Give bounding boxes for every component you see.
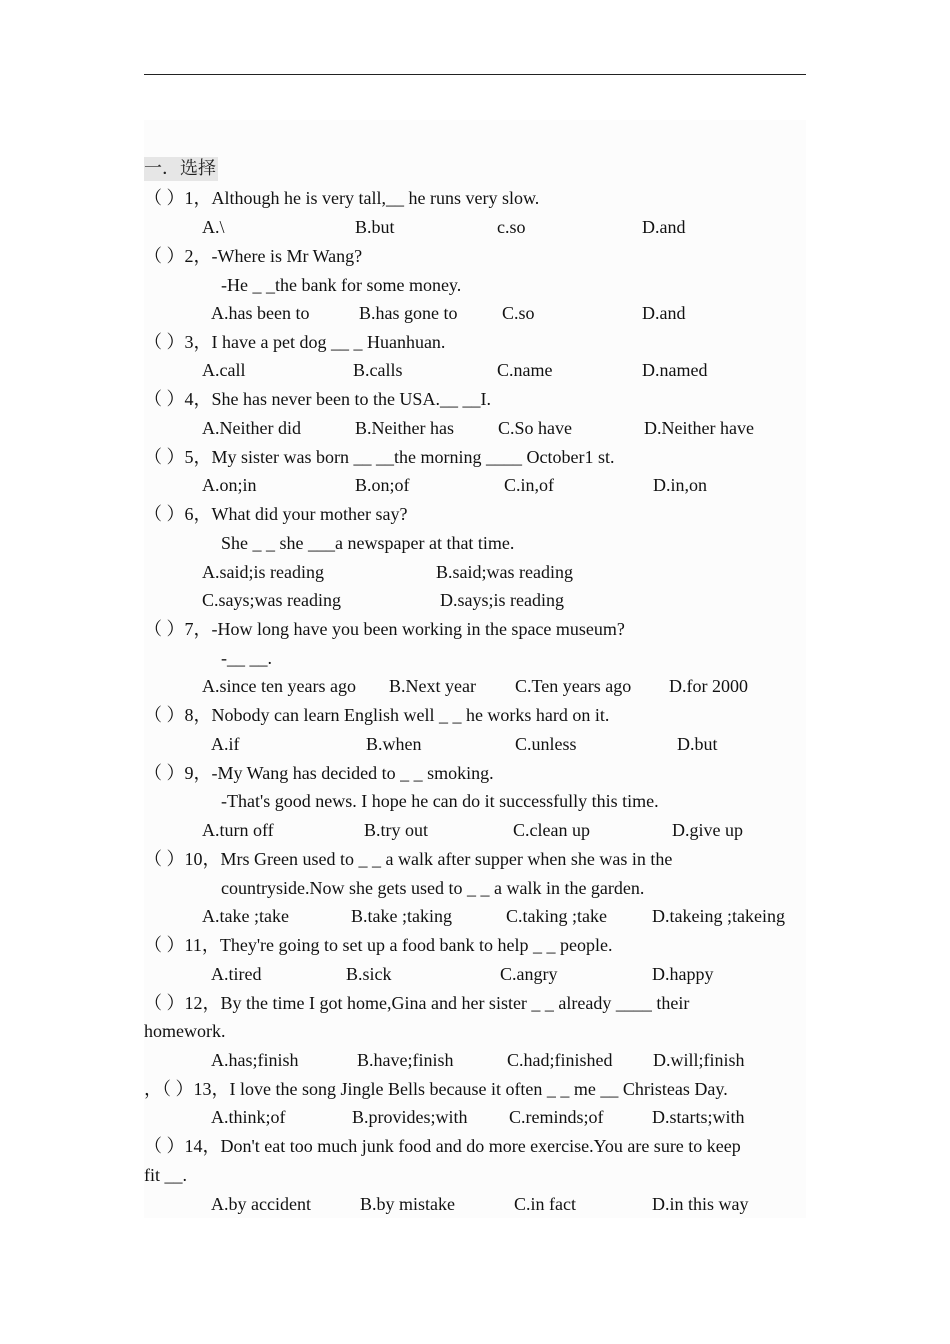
q13-option-a: A.think;of (211, 1107, 286, 1127)
question-3-stem: （ ）3，I have a pet dog __ _ Huanhuan. (144, 332, 446, 352)
q9-option-c: C.clean up (513, 820, 590, 840)
question-4-stem: （ ）4，She has never been to the USA.__ __I. (144, 389, 491, 409)
q13-option-d: D.starts;with (652, 1107, 745, 1127)
q2-option-a: A.has been to (211, 303, 310, 323)
q9-option-b: B.try out (364, 820, 429, 840)
q4-option-c: C.So have (498, 418, 572, 438)
question-12-stem: （ ）12，By the time I got home,Gina and her sister _ _ already ____ their (144, 993, 690, 1013)
q10-option-d: D.takeing ;takeing (652, 906, 785, 926)
q1-option-a: A.\ (202, 217, 225, 237)
q10-option-b: B.take ;taking (351, 906, 452, 926)
q5-option-d: D.in,on (653, 475, 707, 495)
q8-option-b: B.when (366, 734, 422, 754)
q1-option-d: D.and (642, 217, 686, 237)
question-14-stem-line2: fit __. (144, 1165, 187, 1185)
q11-option-a: A.tired (211, 964, 262, 984)
q7-option-d: D.for 2000 (669, 676, 748, 696)
q8-option-c: C.unless (515, 734, 577, 754)
question-13-stem: ，（ ）13，I love the song Jingle Bells because it often _ _ me __ Christeas Day. (144, 1079, 728, 1099)
q2-option-c: C.so (502, 303, 535, 323)
q5-option-b: B.on;of (355, 475, 410, 495)
q3-option-c: C.name (497, 360, 553, 380)
q7-option-c: C.Ten years ago (515, 676, 632, 696)
q14-option-b: B.by mistake (360, 1194, 455, 1214)
q4-option-b: B.Neither has (355, 418, 454, 438)
question-2-stem: （ ）2，-Where is Mr Wang? (144, 246, 363, 266)
q14-option-d: D.in this way (652, 1194, 749, 1214)
question-14-stem: （ ）14，Don't eat too much junk food and do more exercise.You are sure to keep (144, 1136, 741, 1156)
q2-option-b: B.has gone to (359, 303, 458, 323)
q9-option-a: A.turn off (202, 820, 274, 840)
q1-option-c: c.so (497, 217, 526, 237)
q14-option-a: A.by accident (211, 1194, 311, 1214)
q11-option-d: D.happy (652, 964, 714, 984)
section-title: 一．选择 (144, 158, 216, 179)
q3-option-b: B.calls (353, 360, 403, 380)
q7-option-a: A.since ten years ago (202, 676, 356, 696)
q10-option-a: A.take ;take (202, 906, 289, 926)
q13-option-c: C.reminds;of (509, 1107, 604, 1127)
q14-option-c: C.in fact (514, 1194, 576, 1214)
q3-option-a: A.call (202, 360, 246, 380)
q7-option-b: B.Next year (389, 676, 476, 696)
q12-option-b: B.have;finish (357, 1050, 454, 1070)
q8-option-d: D.but (677, 734, 718, 754)
q9-option-d: D.give up (672, 820, 743, 840)
q4-option-a: A.Neither did (202, 418, 301, 438)
question-11-stem: （ ）11，They're going to set up a food bank to help _ _ people. (144, 935, 613, 955)
question-9-stem: （ ）9，-My Wang has decided to _ _ smoking. (144, 763, 494, 783)
q3-option-d: D.named (642, 360, 708, 380)
header-rule (144, 74, 806, 75)
question-12-stem-line2: homework. (144, 1021, 226, 1041)
q6-option-d: D.says;is reading (440, 590, 564, 610)
q5-option-c: C.in,of (504, 475, 555, 495)
q11-option-c: C.angry (500, 964, 558, 984)
q1-option-b: B.but (355, 217, 395, 237)
q2-option-d: D.and (642, 303, 686, 323)
question-1-stem: （ ）1，Although he is very tall,__ he runs very slow. (144, 188, 540, 208)
question-10-stem: （ ）10，Mrs Green used to _ _ a walk after supper when she was in the (144, 849, 673, 869)
question-9-stem-line2: -That's good news. I hope he can do it successfully this time. (221, 791, 659, 811)
q10-option-c: C.taking ;take (506, 906, 607, 926)
question-7-stem: （ ）7，-How long have you been working in the space museum? (144, 619, 625, 639)
q12-option-a: A.has;finish (211, 1050, 299, 1070)
q6-option-a: A.said;is reading (202, 562, 324, 582)
question-10-stem-line2: countryside.Now she gets used to _ _ a walk in the garden. (221, 878, 645, 898)
q8-option-a: A.if (211, 734, 240, 754)
q6-option-b: B.said;was reading (436, 562, 573, 582)
q12-option-d: D.will;finish (653, 1050, 745, 1070)
q5-option-a: A.on;in (202, 475, 257, 495)
q13-option-b: B.provides;with (352, 1107, 468, 1127)
question-6-stem: （ ）6，What did your mother say? (144, 504, 408, 524)
q12-option-c: C.had;finished (507, 1050, 613, 1070)
q11-option-b: B.sick (346, 964, 392, 984)
question-5-stem: （ ）5，My sister was born __ __the morning ____ October1 st. (144, 447, 615, 467)
q4-option-d: D.Neither have (644, 418, 754, 438)
q6-option-c: C.says;was reading (202, 590, 341, 610)
question-7-stem-line2: -__ __. (221, 648, 272, 668)
question-6-stem-line2: She _ _ she ___a newspaper at that time. (221, 533, 515, 553)
question-2-stem-line2: -He _ _the bank for some money. (221, 275, 462, 295)
question-8-stem: （ ）8，Nobody can learn English well _ _ he works hard on it. (144, 705, 610, 725)
